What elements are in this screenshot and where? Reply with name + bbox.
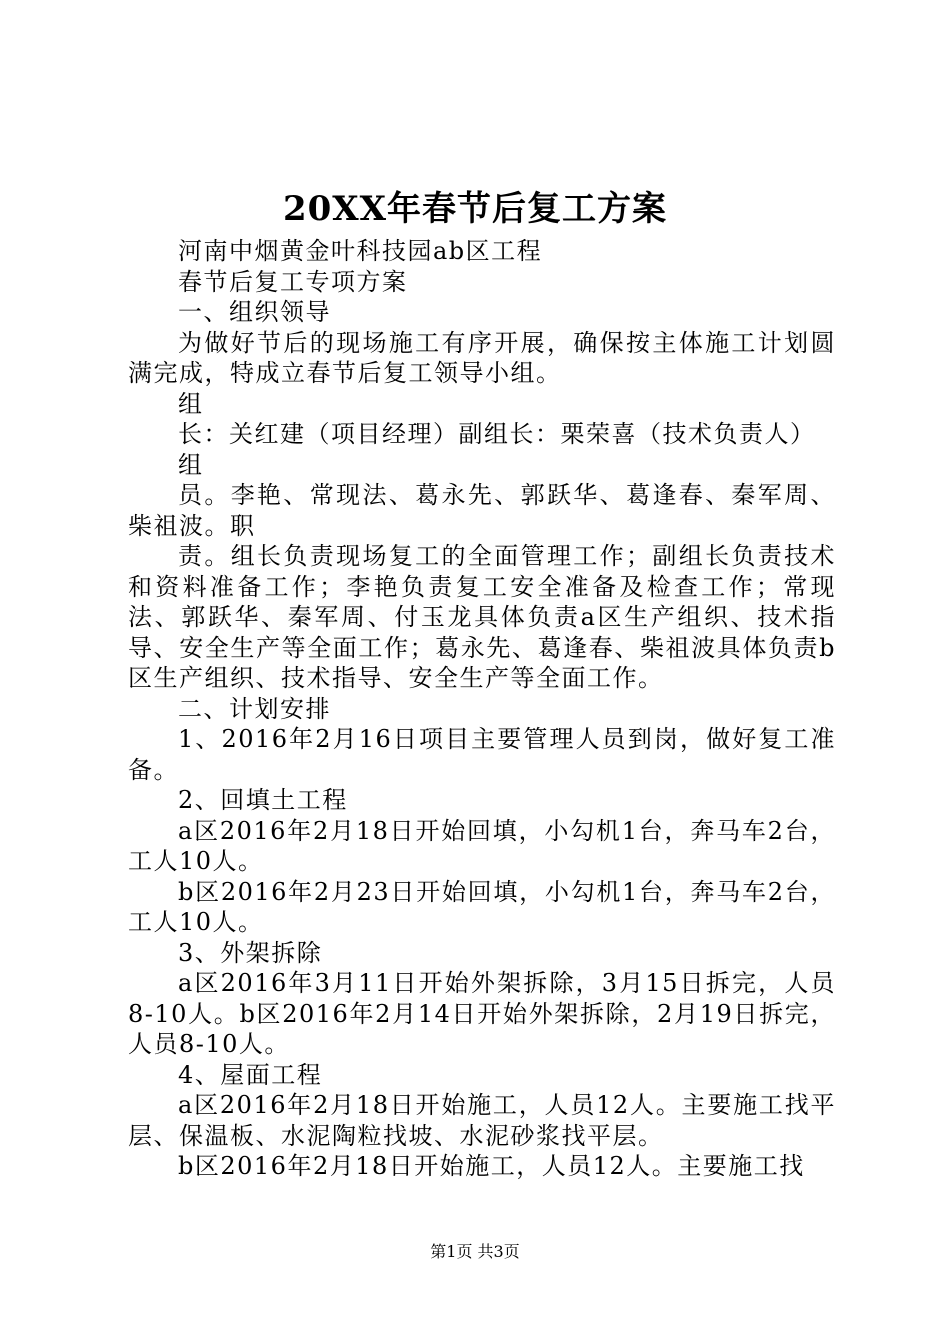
- subsection-heading: 4、屋面工程: [178, 1060, 323, 1089]
- section-heading: 一、组织领导: [178, 298, 331, 326]
- subsection-heading: 3、外架拆除: [178, 938, 323, 967]
- paragraph: b区2016年2月23日开始回填，小勾机1台，奔马车2台，工人10人。: [128, 877, 836, 936]
- paragraph: 为做好节后的现场施工有序开展，确保按主体施工计划圆满完成，特成立春节后复工领导小组。: [128, 328, 836, 387]
- document-body: [128, 236, 836, 1182]
- paragraph: a区2016年2月18日开始回填，小勾机1台，奔马车2台，工人10人。: [128, 816, 836, 875]
- document-title: 20XX年春节后复工方案: [282, 189, 668, 229]
- paragraph: a区2016年3月11日开始外架拆除，3月15日拆完，人员8-10人。b区2016年2月14日开始外架拆除，2月19日拆完，人员8-10人。: [128, 969, 836, 1058]
- section-heading: 二、计划安排: [178, 694, 331, 723]
- paragraph: 河南中烟黄金叶科技园ab区工程: [178, 237, 543, 265]
- paragraph: 长：关红建（项目经理）副组长：栗荣喜（技术负责人）: [178, 420, 816, 448]
- paragraph: a区2016年2月18日开始施工，人员12人。主要施工找平层、保温板、水泥陶粒找坡、水泥砂浆找平层。: [128, 1091, 836, 1150]
- paragraph: 员。李艳、常现法、葛永先、郭跃华、葛逢春、秦军周、柴祖波。职: [128, 481, 836, 540]
- paragraph: 1、2016年2月16日项目主要管理人员到岗，做好复工准备。: [128, 725, 836, 784]
- paragraph: 组: [178, 450, 204, 479]
- page-footer: 第1页 共3页: [430, 1242, 520, 1261]
- subsection-heading: 2、回填土工程: [178, 786, 348, 814]
- paragraph: b区2016年2月18日开始施工，人员12人。主要施工找: [178, 1152, 805, 1180]
- paragraph: 责。组长负责现场复工的全面管理工作；副组长负责技术和资料准备工作；李艳负责复工安全准备及检查工作；常现法、郭跃华、秦军周、付玉龙具体负责a区生产组织、技术指导、安全生产等全面工作；葛永先、葛逢春、柴祖波具体负责b区生产组织、技术指导、安全生产等全面工作。: [128, 542, 836, 692]
- paragraph: 组: [178, 389, 204, 418]
- paragraph: 春节后复工专项方案: [178, 267, 408, 296]
